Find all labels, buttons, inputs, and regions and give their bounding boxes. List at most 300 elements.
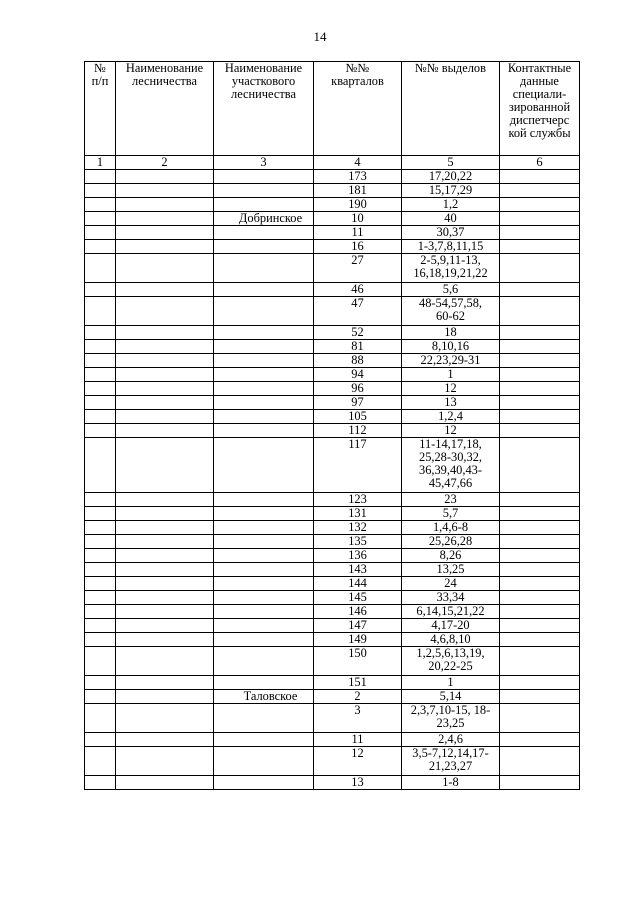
cell-district-forestry xyxy=(214,535,314,549)
cell-district-forestry xyxy=(214,563,314,577)
cell-quarter: 11 xyxy=(314,733,402,747)
cell-forestry xyxy=(116,493,214,507)
section-line: 30,37 xyxy=(436,225,465,239)
table-row xyxy=(85,633,580,647)
cell-npp xyxy=(85,747,116,776)
header-sections: №№ выделов xyxy=(402,62,500,156)
cell-forestry xyxy=(116,549,214,563)
section-line: 2,3,7,10-15, 18- xyxy=(410,703,491,717)
cell-district-forestry xyxy=(214,170,314,184)
cell-district-forestry xyxy=(214,549,314,563)
table-row xyxy=(85,647,580,676)
cell-quarter: 190 xyxy=(314,198,402,212)
cell-sections xyxy=(402,747,500,776)
cell-contacts xyxy=(500,690,580,704)
section-line: 15,17,29 xyxy=(428,183,473,197)
cell-forestry xyxy=(116,577,214,591)
cell-contacts xyxy=(500,184,580,198)
table-row xyxy=(85,776,580,790)
cell-npp xyxy=(85,690,116,704)
cell-sections xyxy=(402,776,500,790)
cell-npp xyxy=(85,410,116,424)
cell-quarter: 12 xyxy=(314,747,402,776)
cell-district-forestry xyxy=(214,619,314,633)
cell-sections xyxy=(402,340,500,354)
cell-quarter: 112 xyxy=(314,424,402,438)
cell-contacts xyxy=(500,535,580,549)
cell-contacts xyxy=(500,605,580,619)
section-line: 33,34 xyxy=(436,590,465,604)
section-line: 1 xyxy=(447,367,454,381)
section-line: 13,25 xyxy=(436,562,465,576)
cell-quarter: 96 xyxy=(314,382,402,396)
table-row xyxy=(85,198,580,212)
cell-contacts xyxy=(500,354,580,368)
cell-npp xyxy=(85,438,116,493)
table-row xyxy=(85,283,580,297)
column-number: 4 xyxy=(314,156,402,170)
cell-district-forestry xyxy=(214,438,314,493)
cell-npp xyxy=(85,368,116,382)
cell-district-forestry xyxy=(214,493,314,507)
cell-forestry xyxy=(116,382,214,396)
cell-quarter: 143 xyxy=(314,563,402,577)
cell-quarter: 135 xyxy=(314,535,402,549)
cell-forestry xyxy=(116,647,214,676)
cell-contacts xyxy=(500,382,580,396)
table-row xyxy=(85,184,580,198)
cell-sections xyxy=(402,212,500,226)
cell-quarter: 145 xyxy=(314,591,402,605)
cell-forestry xyxy=(116,254,214,283)
cell-quarter: 52 xyxy=(314,326,402,340)
section-line: 5,14 xyxy=(439,689,462,703)
cell-district-forestry xyxy=(214,733,314,747)
cell-district-forestry xyxy=(214,368,314,382)
section-line: 8,26 xyxy=(439,548,462,562)
table-row xyxy=(85,733,580,747)
cell-sections xyxy=(402,591,500,605)
table-row xyxy=(85,226,580,240)
cell-forestry xyxy=(116,326,214,340)
table-row xyxy=(85,591,580,605)
cell-npp xyxy=(85,212,116,226)
header-contacts: Контактные данные специали- зированной диспетчерс кой службы xyxy=(500,62,580,156)
cell-district-forestry xyxy=(214,676,314,690)
table-row xyxy=(85,424,580,438)
section-line: 24 xyxy=(444,576,457,590)
section-line: 36,39,40,43- xyxy=(419,463,482,477)
section-line: 1,2 xyxy=(442,197,459,211)
cell-quarter: 2 xyxy=(314,690,402,704)
cell-npp xyxy=(85,549,116,563)
cell-quarter: 47 xyxy=(314,297,402,326)
table-row xyxy=(85,535,580,549)
table-row xyxy=(85,354,580,368)
cell-contacts xyxy=(500,549,580,563)
cell-contacts xyxy=(500,254,580,283)
cell-sections xyxy=(402,354,500,368)
cell-quarter: 105 xyxy=(314,410,402,424)
cell-forestry xyxy=(116,733,214,747)
cell-contacts xyxy=(500,733,580,747)
header-district-forestry-name: Наименование участкового лесничества xyxy=(214,62,314,156)
cell-quarter: 151 xyxy=(314,676,402,690)
cell-contacts xyxy=(500,521,580,535)
section-line: 23,25 xyxy=(436,716,465,730)
cell-quarter: 147 xyxy=(314,619,402,633)
section-line: 11-14,17,18, xyxy=(419,437,482,451)
header-quarters: №№ кварталов xyxy=(314,62,402,156)
cell-npp xyxy=(85,619,116,633)
cell-forestry xyxy=(116,521,214,535)
cell-npp xyxy=(85,396,116,410)
table-row xyxy=(85,297,580,326)
cell-contacts xyxy=(500,619,580,633)
cell-sections xyxy=(402,521,500,535)
cell-quarter: 97 xyxy=(314,396,402,410)
cell-quarter: 46 xyxy=(314,283,402,297)
cell-contacts xyxy=(500,424,580,438)
cell-forestry xyxy=(116,198,214,212)
table-row xyxy=(85,549,580,563)
cell-contacts xyxy=(500,226,580,240)
section-line: 25,28-30,32, xyxy=(419,450,482,464)
section-line: 2-5,9,11-13, xyxy=(420,253,481,267)
cell-npp xyxy=(85,776,116,790)
cell-forestry xyxy=(116,507,214,521)
cell-district-forestry xyxy=(214,184,314,198)
cell-district-forestry xyxy=(214,283,314,297)
cell-district-forestry xyxy=(214,297,314,326)
cell-district-forestry xyxy=(214,633,314,647)
cell-npp xyxy=(85,647,116,676)
cell-npp xyxy=(85,340,116,354)
cell-quarter: 27 xyxy=(314,254,402,283)
cell-forestry xyxy=(116,704,214,733)
table-row xyxy=(85,170,580,184)
cell-npp xyxy=(85,254,116,283)
cell-quarter: 132 xyxy=(314,521,402,535)
section-line: 21,23,27 xyxy=(428,759,473,773)
cell-district-forestry: Добринское xyxy=(214,212,314,226)
section-line: 1-3,7,8,11,15 xyxy=(417,239,484,253)
cell-contacts xyxy=(500,776,580,790)
cell-district-forestry xyxy=(214,776,314,790)
table-row xyxy=(85,747,580,776)
table-row xyxy=(85,619,580,633)
cell-quarter: 181 xyxy=(314,184,402,198)
cell-sections xyxy=(402,424,500,438)
cell-quarter: 123 xyxy=(314,493,402,507)
cell-npp xyxy=(85,493,116,507)
cell-forestry xyxy=(116,535,214,549)
cell-quarter: 94 xyxy=(314,368,402,382)
cell-district-forestry xyxy=(214,340,314,354)
cell-npp xyxy=(85,704,116,733)
table-row xyxy=(85,382,580,396)
section-line: 4,6,8,10 xyxy=(430,632,471,646)
cell-npp xyxy=(85,633,116,647)
header-row xyxy=(85,62,580,156)
table-row xyxy=(85,676,580,690)
cell-forestry xyxy=(116,676,214,690)
table-row xyxy=(85,563,580,577)
cell-district-forestry xyxy=(214,647,314,676)
cell-forestry xyxy=(116,591,214,605)
table-row xyxy=(85,340,580,354)
cell-sections xyxy=(402,198,500,212)
cell-district-forestry xyxy=(214,507,314,521)
section-line: 13 xyxy=(444,395,457,409)
cell-sections xyxy=(402,704,500,733)
cell-contacts xyxy=(500,340,580,354)
cell-sections xyxy=(402,647,500,676)
cell-npp xyxy=(85,170,116,184)
cell-contacts xyxy=(500,563,580,577)
section-line: 3,5-7,12,14,17- xyxy=(412,746,489,760)
cell-quarter: 88 xyxy=(314,354,402,368)
cell-quarter: 81 xyxy=(314,340,402,354)
cell-forestry xyxy=(116,438,214,493)
cell-forestry xyxy=(116,633,214,647)
section-line: 22,23,29-31 xyxy=(420,353,481,367)
cell-forestry xyxy=(116,619,214,633)
cell-npp xyxy=(85,733,116,747)
cell-district-forestry xyxy=(214,521,314,535)
page-number: 14 xyxy=(313,29,327,44)
section-line: 40 xyxy=(444,211,457,225)
table-row xyxy=(85,212,580,226)
cell-npp xyxy=(85,676,116,690)
cell-npp xyxy=(85,240,116,254)
cell-sections xyxy=(402,283,500,297)
table-row xyxy=(85,326,580,340)
cell-sections xyxy=(402,396,500,410)
cell-forestry xyxy=(116,184,214,198)
cell-npp xyxy=(85,563,116,577)
cell-contacts xyxy=(500,297,580,326)
section-line: 1,2,4 xyxy=(438,409,463,423)
cell-npp xyxy=(85,226,116,240)
cell-forestry xyxy=(116,605,214,619)
cell-npp xyxy=(85,184,116,198)
section-line: 1-8 xyxy=(442,775,459,789)
cell-contacts xyxy=(500,577,580,591)
column-number: 5 xyxy=(402,156,500,170)
cell-forestry xyxy=(116,747,214,776)
cell-sections xyxy=(402,226,500,240)
cell-sections xyxy=(402,410,500,424)
section-line: 2,4,6 xyxy=(438,732,463,746)
cell-quarter: 3 xyxy=(314,704,402,733)
cell-contacts xyxy=(500,747,580,776)
section-line: 5,6 xyxy=(442,282,459,296)
cell-contacts xyxy=(500,368,580,382)
table-row xyxy=(85,521,580,535)
cell-forestry xyxy=(116,297,214,326)
cell-contacts xyxy=(500,410,580,424)
cell-npp xyxy=(85,535,116,549)
cell-contacts xyxy=(500,493,580,507)
cell-sections xyxy=(402,535,500,549)
column-numbers-row xyxy=(85,156,580,170)
table-row xyxy=(85,438,580,493)
section-line: 1,2,5,6,13,19, xyxy=(416,646,485,660)
cell-district-forestry xyxy=(214,591,314,605)
section-line: 18 xyxy=(444,325,457,339)
cell-quarter: 16 xyxy=(314,240,402,254)
cell-district-forestry xyxy=(214,226,314,240)
cell-sections xyxy=(402,240,500,254)
cell-quarter: 131 xyxy=(314,507,402,521)
section-line: 45,47,66 xyxy=(428,476,473,490)
cell-district-forestry xyxy=(214,396,314,410)
cell-forestry xyxy=(116,226,214,240)
table-row xyxy=(85,605,580,619)
cell-district-forestry xyxy=(214,254,314,283)
section-line: 6,14,15,21,22 xyxy=(416,604,485,618)
cell-district-forestry xyxy=(214,326,314,340)
cell-sections xyxy=(402,549,500,563)
section-line: 8,10,16 xyxy=(431,339,470,353)
section-line: 1,4,6-8 xyxy=(432,520,469,534)
cell-quarter: 149 xyxy=(314,633,402,647)
cell-sections xyxy=(402,438,500,493)
cell-contacts xyxy=(500,198,580,212)
cell-forestry xyxy=(116,240,214,254)
section-line: 60-62 xyxy=(436,309,465,323)
table-row xyxy=(85,240,580,254)
cell-forestry xyxy=(116,212,214,226)
cell-quarter: 13 xyxy=(314,776,402,790)
cell-quarter: 150 xyxy=(314,647,402,676)
cell-forestry xyxy=(116,690,214,704)
cell-npp xyxy=(85,297,116,326)
cell-quarter: 173 xyxy=(314,170,402,184)
cell-contacts xyxy=(500,507,580,521)
cell-npp xyxy=(85,354,116,368)
cell-district-forestry xyxy=(214,424,314,438)
table-row xyxy=(85,493,580,507)
table-row xyxy=(85,410,580,424)
cell-sections xyxy=(402,254,500,283)
header-npp: № п/п xyxy=(85,62,116,156)
cell-district-forestry xyxy=(214,577,314,591)
cell-contacts xyxy=(500,212,580,226)
cell-contacts xyxy=(500,591,580,605)
header-forestry-name: Наименование лесничества xyxy=(116,62,214,156)
cell-forestry xyxy=(116,396,214,410)
cell-quarter: 10 xyxy=(314,212,402,226)
cell-contacts xyxy=(500,438,580,493)
cell-district-forestry xyxy=(214,410,314,424)
cell-district-forestry xyxy=(214,240,314,254)
cell-sections xyxy=(402,493,500,507)
table-row xyxy=(85,368,580,382)
cell-npp xyxy=(85,198,116,212)
cell-quarter: 117 xyxy=(314,438,402,493)
cell-forestry xyxy=(116,424,214,438)
cell-sections xyxy=(402,297,500,326)
cell-npp xyxy=(85,382,116,396)
cell-contacts xyxy=(500,326,580,340)
cell-contacts xyxy=(500,633,580,647)
section-line: 16,18,19,21,22 xyxy=(413,266,488,280)
cell-sections xyxy=(402,368,500,382)
cell-quarter: 136 xyxy=(314,549,402,563)
cell-contacts xyxy=(500,170,580,184)
cell-sections xyxy=(402,690,500,704)
table-row xyxy=(85,396,580,410)
cell-district-forestry xyxy=(214,198,314,212)
cell-sections xyxy=(402,619,500,633)
cell-sections xyxy=(402,184,500,198)
cell-sections xyxy=(402,382,500,396)
table-row xyxy=(85,254,580,283)
cell-contacts xyxy=(500,704,580,733)
column-number: 2 xyxy=(116,156,214,170)
cell-sections xyxy=(402,605,500,619)
cell-district-forestry xyxy=(214,704,314,733)
section-line: 4,17-20 xyxy=(431,618,470,632)
cell-sections xyxy=(402,676,500,690)
cell-sections xyxy=(402,507,500,521)
column-number: 1 xyxy=(85,156,116,170)
section-line: 5,7 xyxy=(442,506,459,520)
cell-district-forestry xyxy=(214,605,314,619)
cell-forestry xyxy=(116,170,214,184)
cell-sections xyxy=(402,170,500,184)
cell-district-forestry: Таловское xyxy=(214,690,314,704)
cell-sections xyxy=(402,577,500,591)
column-number: 6 xyxy=(500,156,580,170)
table-row xyxy=(85,704,580,733)
section-line: 12 xyxy=(444,381,457,395)
section-line: 1 xyxy=(447,675,454,689)
cell-contacts xyxy=(500,647,580,676)
cell-sections xyxy=(402,733,500,747)
table-row xyxy=(85,577,580,591)
table-row xyxy=(85,507,580,521)
cell-quarter: 144 xyxy=(314,577,402,591)
cell-forestry xyxy=(116,410,214,424)
cell-forestry xyxy=(116,283,214,297)
cell-npp xyxy=(85,591,116,605)
section-line: 23 xyxy=(444,492,457,506)
cell-sections xyxy=(402,563,500,577)
cell-sections xyxy=(402,633,500,647)
cell-contacts xyxy=(500,283,580,297)
quarters-table xyxy=(84,61,580,790)
cell-sections xyxy=(402,326,500,340)
cell-quarter: 146 xyxy=(314,605,402,619)
cell-npp xyxy=(85,605,116,619)
cell-npp xyxy=(85,283,116,297)
cell-district-forestry xyxy=(214,382,314,396)
cell-forestry xyxy=(116,354,214,368)
section-line: 20,22-25 xyxy=(428,659,473,673)
cell-npp xyxy=(85,577,116,591)
cell-district-forestry xyxy=(214,354,314,368)
cell-npp xyxy=(85,507,116,521)
cell-forestry xyxy=(116,340,214,354)
column-number: 3 xyxy=(214,156,314,170)
cell-contacts xyxy=(500,240,580,254)
cell-contacts xyxy=(500,396,580,410)
cell-forestry xyxy=(116,368,214,382)
section-line: 25,26,28 xyxy=(428,534,473,548)
